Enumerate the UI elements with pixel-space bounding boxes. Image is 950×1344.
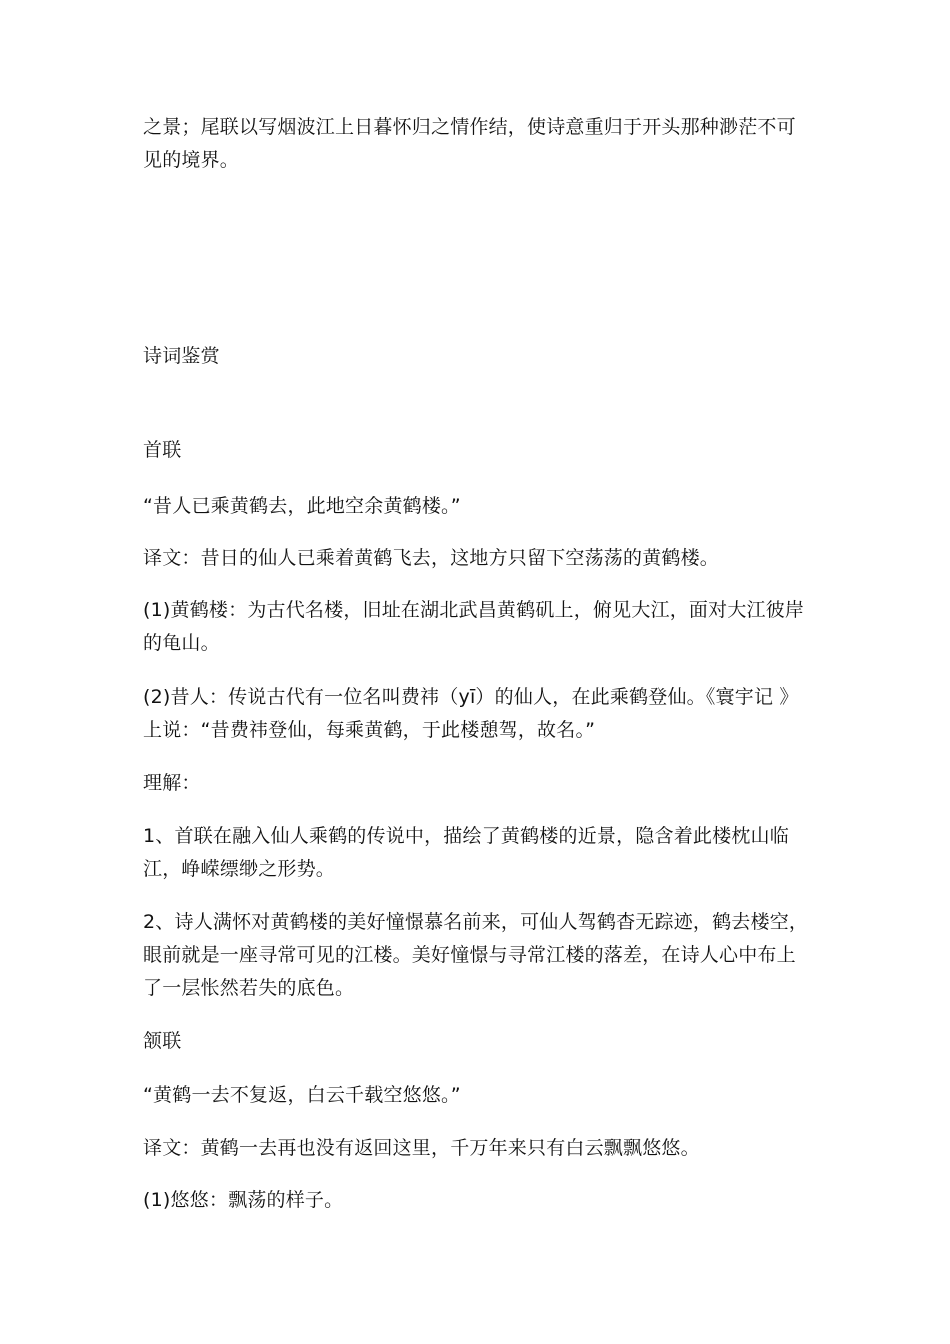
couplet2-note-1: (1)悠悠：飘荡的样子。 — [143, 1189, 344, 1211]
couplet1-note-1 — [143, 594, 808, 660]
couplet1-note-1-line-1: (1)黄鹤楼：为古代名楼，旧址在湖北武昌黄鹤矶上，俯见大江，面对大江彼岸 — [143, 599, 805, 621]
couplet1-note-2-line-1: (2)昔人：传说古代有一位名叫费祎（yī）的仙人，在此乘鹤登仙。《寰宇记 》 — [143, 686, 799, 708]
couplet1-heading: 首联 — [143, 439, 182, 461]
point-1-line-2: 江，峥嵘缥缈之形势。 — [143, 858, 336, 880]
couplet2-quote: “黄鹤一去不复返，白云千载空悠悠。” — [143, 1084, 461, 1106]
couplet1-note-1-line-2: 的龟山。 — [143, 632, 220, 654]
couplet2-translation: 译文：黄鹤一去再也没有返回这里，千万年来只有白云飘飘悠悠。 — [143, 1137, 700, 1159]
point-1-line-1: 1、首联在融入仙人乘鹤的传说中，描绘了黄鹤楼的近景，隐含着此楼枕山临 — [143, 825, 789, 847]
point-2-line-1: 2、诗人满怀对黄鹤楼的美好憧憬慕名前来，可仙人驾鹤杳无踪迹，鹤去楼空， — [143, 911, 809, 933]
couplet1-note-2-line-2: 上说：“昔费祎登仙，每乘黄鹤，于此楼憩驾，故名。” — [143, 719, 596, 741]
point-2-line-3: 了一层怅然若失的底色。 — [143, 977, 355, 999]
intro-line-2: 见的境界。 — [143, 149, 240, 171]
couplet1-quote: “昔人已乘黄鹤去，此地空余黄鹤楼。” — [143, 495, 461, 517]
section-title: 诗词鉴赏 — [143, 345, 220, 367]
intro-paragraph — [143, 111, 808, 177]
couplet2-heading: 颔联 — [143, 1030, 182, 1052]
understanding-label: 理解： — [143, 772, 201, 794]
couplet1-note-2 — [143, 681, 808, 747]
understanding-point-1 — [143, 820, 808, 886]
point-2-line-2: 眼前就是一座寻常可见的江楼。美好憧憬与寻常江楼的落差，在诗人心中布上 — [143, 944, 796, 966]
intro-line-1: 之景；尾联以写烟波江上日暮怀归之情作结，使诗意重归于开头那种渺茫不可 — [143, 116, 796, 138]
understanding-point-2 — [143, 906, 808, 1005]
couplet1-translation: 译文：昔日的仙人已乘着黄鹤飞去，这地方只留下空荡荡的黄鹤楼。 — [143, 547, 720, 569]
